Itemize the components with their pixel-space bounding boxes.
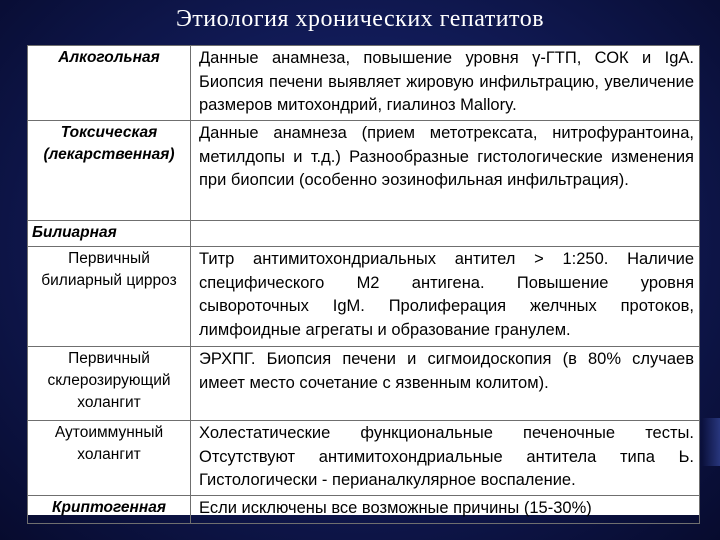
category-cell: Билиарная <box>28 221 191 247</box>
description-cell <box>191 221 700 247</box>
etiology-table-panel <box>27 45 699 515</box>
category-cell: Первичный склерозирующий холангит <box>28 347 191 421</box>
table-row <box>28 347 700 421</box>
table-row <box>28 46 700 121</box>
category-cell: Аутоиммунный холангит <box>28 421 191 496</box>
description-cell: ЭРХПГ. Биопсия печени и сигмоидоскопия (в 80% случаев имеет место сочетание с язвенным колитом). <box>191 347 700 421</box>
category-cell: Алкогольная <box>28 46 191 121</box>
table-row <box>28 247 700 347</box>
table-row <box>28 221 700 247</box>
description-cell: Данные анамнеза, повышение уровня γ-ГТП, СОК и IgA. Биопсия печени выявляет жировую инфильтрацию, увеличение размеров митохондрий, гиалиноз Mallory. <box>191 46 700 121</box>
table-row <box>28 421 700 496</box>
description-cell: Титр антимитохондриальных антител > 1:250. Наличие специфического М2 антигена. Повышение уровня сывороточных IgM. Пролиферация желчных протоков, лимфоидные агрегаты и образование гранулем. <box>191 247 700 347</box>
table-row <box>28 121 700 221</box>
description-cell: Данные анамнеза (прием метотрексата, нитрофурантоина, метилдопы и т.д.) Разнообразные гистологические изменения при биопсии (особенно эозинофильная инфильтрация). <box>191 121 700 221</box>
category-cell: Токсическая (лекарственная) <box>28 121 191 221</box>
description-cell: Если исключены все возможные причины (15-30%) <box>191 496 700 524</box>
decorative-edge-highlight <box>702 418 720 466</box>
table-row <box>28 496 700 524</box>
etiology-table <box>27 45 700 524</box>
slide-title: Этиология хронических гепатитов <box>175 6 545 32</box>
category-cell: Первичный билиарный цирроз <box>28 247 191 347</box>
description-cell: Холестатические функциональные печеночные тесты. Отсутствуют антимитохондриальные антитела типа Ь. Гистологически - перианалкулярное воспаление. <box>191 421 700 496</box>
category-cell: Криптогенная <box>28 496 191 524</box>
